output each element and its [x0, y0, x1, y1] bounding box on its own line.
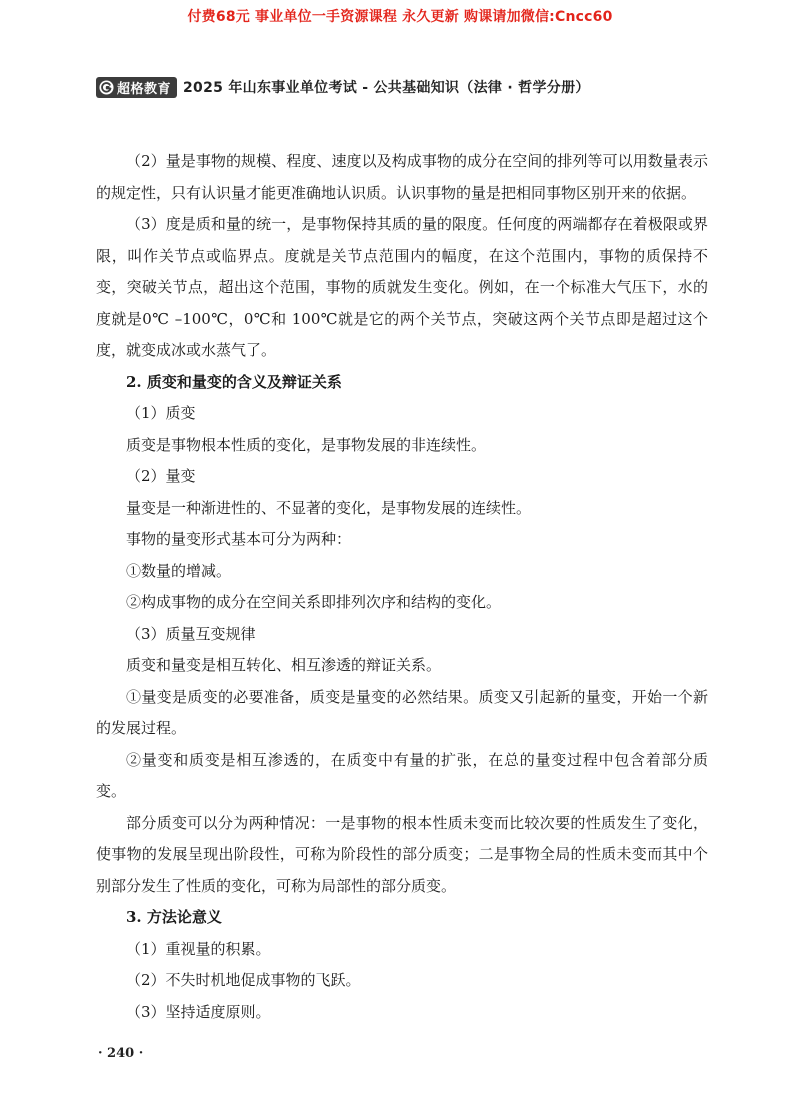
section-heading: 2. 质变和量变的含义及辩证关系	[126, 372, 342, 391]
document-body	[96, 146, 708, 1028]
list-item: （3）坚持适度原则。	[126, 1002, 271, 1021]
paragraph: 事物的量变形式基本可分为两种：	[126, 530, 352, 548]
list-item: ①量变是质变的必要准备，质变是量变的必然结果。质变又引起新的量变，开始一个新的发展过程。	[96, 687, 708, 737]
paragraph: （3）度是质和量的统一，是事物保持其质的量的限度。任何度的两端都存在着极限或界限，叫作关节点或临界点。度就是关节点范围内的幅度，在这个范围内，事物的质保持不变，突破关节点，超出这个范围，事物的质就发生变化。例如，在一个标准大气压下，水的度就是0℃ –100℃，0℃和 100℃就是它的两个关节点，突破这两个关节点即是超过这个度，就变成冰或水蒸气了。	[96, 215, 708, 359]
running-header-title: 2025 年山东事业单位考试 - 公共基础知识（法律 · 哲学分册）	[183, 80, 590, 96]
logo-text: 超格教育	[117, 81, 172, 97]
page-number: · 240 ·	[98, 1046, 144, 1061]
list-item: ①数量的增减。	[126, 561, 232, 580]
subheading: （1）质变	[126, 404, 196, 422]
section-heading: 3. 方法论意义	[126, 908, 222, 926]
list-item: （1）重视量的积累。	[126, 939, 271, 958]
subheading: （2）量变	[126, 467, 196, 485]
paragraph: 量变是一种渐进性的、不显著的变化，是事物发展的连续性。	[126, 498, 532, 517]
promo-banner: 付费68元 事业单位一手资源课程 永久更新 购课请加微信:Cncc60	[187, 9, 613, 25]
paragraph: 质变是事物根本性质的变化，是事物发展的非连续性。	[126, 435, 487, 454]
subheading: （3）质量互变规律	[126, 624, 256, 643]
paragraph: （2）量是事物的规模、程度、速度以及构成事物的成分在空间的排列等可以用数量表示的规定性，只有认识量才能更准确地认识质。认识事物的量是把相同事物区别开来的依据。	[96, 152, 708, 202]
g-logo-icon	[99, 80, 114, 95]
list-item: ②构成事物的成分在空间关系即排列次序和结构的变化。	[126, 593, 502, 611]
list-item: ②量变和质变是相互渗透的，在质变中有量的扩张，在总的量变过程中包含着部分质变。	[96, 750, 708, 800]
list-item: （2）不失时机地促成事物的飞跃。	[126, 971, 361, 989]
paragraph: 部分质变可以分为两种情况：一是事物的根本性质未变而比较次要的性质发生了变化，使事物的发展呈现出阶段性，可称为阶段性的部分质变；二是事物全局的性质未变而其中个别部分发生了性质的变化，可称为局部性的部分质变。	[96, 813, 708, 895]
running-header	[96, 76, 590, 98]
publisher-logo	[96, 77, 177, 98]
paragraph: 质变和量变是相互转化、相互渗透的辩证关系。	[126, 656, 442, 674]
